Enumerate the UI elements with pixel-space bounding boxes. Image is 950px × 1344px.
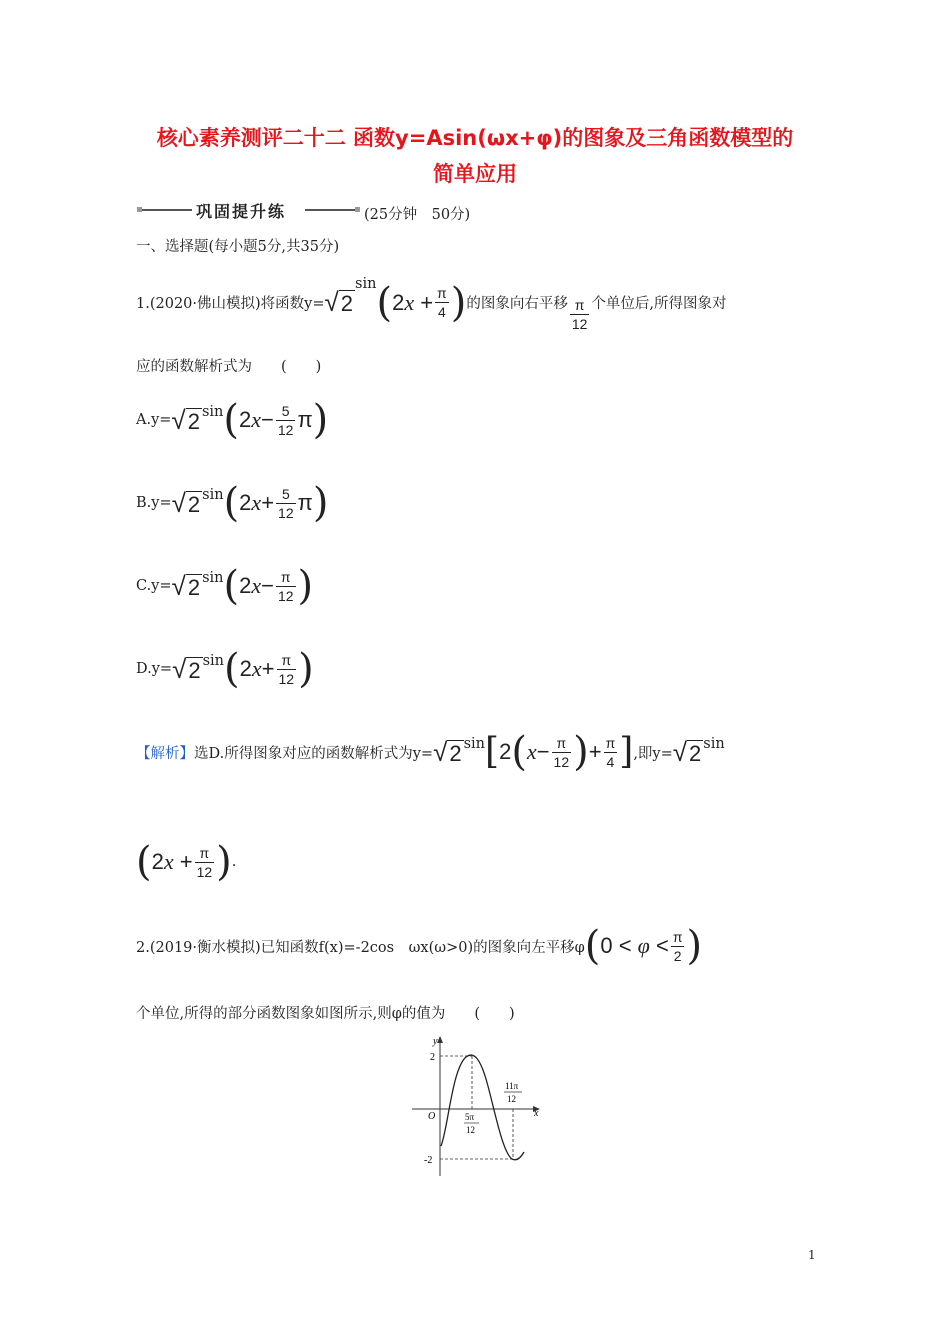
option-a: A.y= √2 sin ( 2x − $\frac{5}{12}$ π ) <box>136 397 329 443</box>
banner-line-left <box>142 209 192 211</box>
tick-11pi-den: 12 <box>507 1094 516 1104</box>
function-graph <box>408 1034 548 1179</box>
analysis-cont: ( 2x + $\frac{\pi}{12}$ ) . <box>136 839 237 885</box>
banner-dot-right <box>355 207 360 212</box>
tick-5pi-den: 12 <box>466 1125 475 1135</box>
q2-line2: 个单位,所得的部分函数图象如图所示,则φ的值为 ( ) <box>136 1006 515 1022</box>
part-heading: 一、选择题(每小题5分,共35分) <box>136 239 340 255</box>
y-max-label: 2 <box>430 1052 435 1063</box>
page-number: 1 <box>808 1248 816 1262</box>
q1-line2: 应的函数解析式为 ( ) <box>136 359 322 375</box>
tick-11pi-num: 11π <box>505 1081 519 1091</box>
shift-fraction: $\frac{\pi}{12}$ <box>571 297 588 332</box>
section-time: (25分钟 50分) <box>364 207 471 223</box>
analysis: 【解析】 选D.所得图象对应的函数解析式为y= √2 sin [ 2 ( x − $\frac{\pi}{12}$ ) + $\frac{\pi}{4}$ ] ,即y= √2 sin <box>136 729 725 775</box>
x-axis-label: x <box>534 1108 539 1119</box>
q1-mid: 的图象向右平移 <box>466 296 568 312</box>
page-title-line2: 简单应用 <box>433 162 517 186</box>
q1-prefix: 1.(2020·佛山模拟)将函数y= <box>136 296 325 312</box>
y-min-label: -2 <box>424 1155 433 1166</box>
question-1: 1.(2020·佛山模拟)将函数y= √2 sin ( 2x + $\frac{\pi}{4}$ ) 的图象向右平移 $\frac{\pi}{12}$ 个单位后,所得图象对 <box>136 276 727 332</box>
sqrt-2: √2 <box>324 287 354 317</box>
question-2: 2.(2019·衡水模拟)已知函数f(x)=-2cos ωx(ω>0)的图象向左平移φ ( 0 < φ < $\frac{\pi}{2}$ ) <box>136 923 703 969</box>
option-c: C.y= √2 sin ( 2x − $\frac{\pi}{12}$ ) <box>136 563 314 609</box>
analysis-tag: 【解析】 <box>136 745 194 762</box>
y-axis-label: y <box>433 1036 438 1047</box>
option-d: D.y= √2 sin ( 2x + $\frac{\pi}{12}$ ) <box>136 646 314 692</box>
q1-suffix: 个单位后,所得图象对 <box>591 296 727 312</box>
origin-label: O <box>428 1111 436 1122</box>
banner-title: 巩固提升练 <box>196 202 287 221</box>
banner-line-right <box>305 209 355 211</box>
option-b: B.y= √2 sin ( 2x + $\frac{5}{12}$ π ) <box>136 480 329 526</box>
tick-5pi-num: 5π <box>465 1112 475 1122</box>
page-title: 核心素养测评二十二 函数y=Asin(ωx+φ)的图象及三角函数模型的 <box>156 126 794 150</box>
